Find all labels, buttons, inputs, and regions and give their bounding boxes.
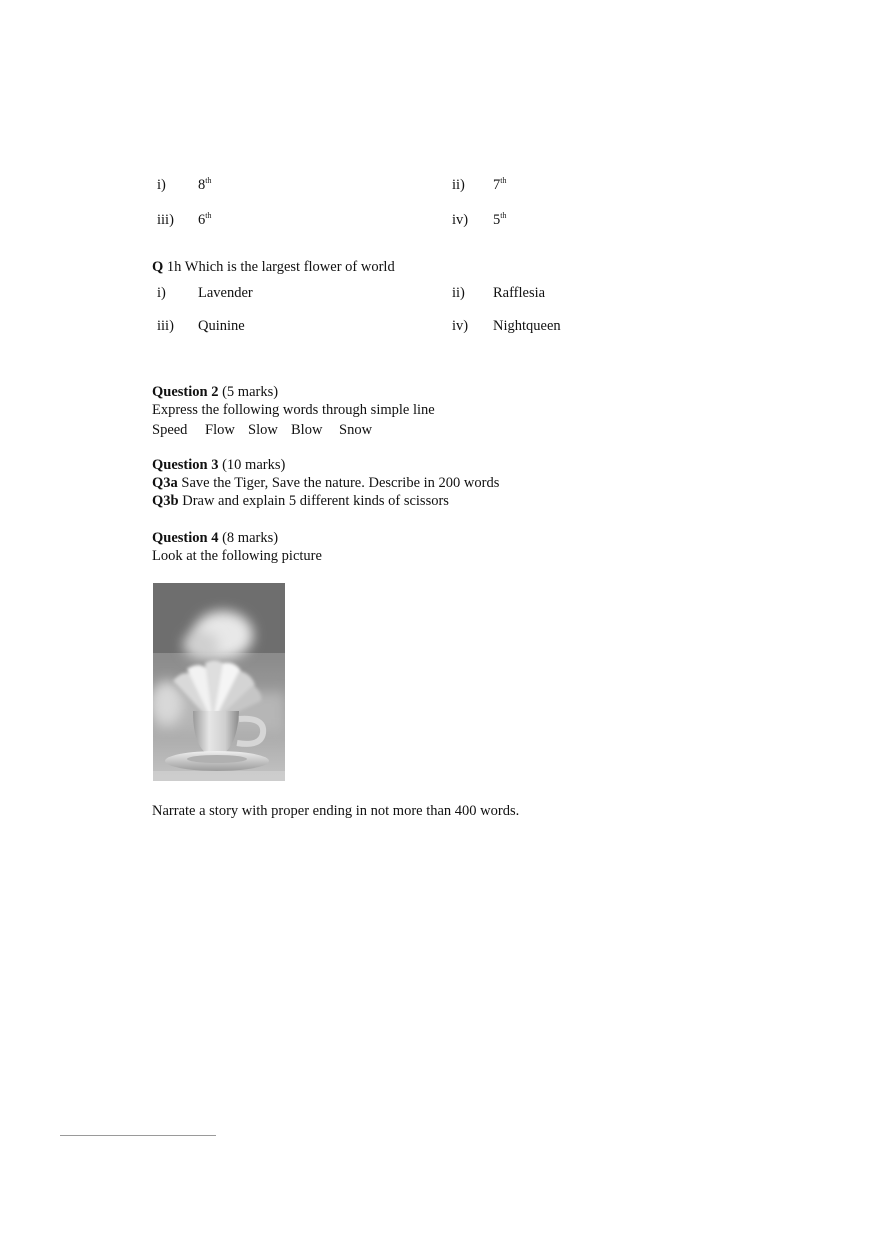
- q4-narrate-instruction: Narrate a story with proper ending in not more than 400 words.: [152, 803, 520, 819]
- q1h-option-value-1: Lavender: [198, 285, 253, 301]
- q1g-option-suffix-4: th: [500, 211, 507, 220]
- q3b-line: [152, 492, 449, 510]
- q1g-option-label-1: i): [157, 177, 166, 193]
- q1g-option-number-3: 6: [198, 212, 206, 228]
- q1g-option-value-4: [493, 211, 506, 229]
- q1h-option-label-1: i): [157, 285, 166, 301]
- q4-marks: (8 marks): [218, 530, 279, 546]
- q1h-option-value-3: Quinine: [198, 318, 245, 334]
- teacup-napkin-illustration: [153, 583, 285, 781]
- q2-word-5: Snow: [339, 422, 373, 438]
- q1g-option-value-3: [198, 211, 211, 229]
- q2-marks: (5 marks): [218, 384, 279, 400]
- q1g-option-value-2: [493, 176, 506, 194]
- q1h-option-value-4: Nightqueen: [493, 318, 561, 334]
- q2-instruction: Express the following words through simple line: [152, 402, 435, 418]
- q1g-option-label-4: iv): [452, 212, 469, 228]
- q4-heading: [152, 529, 278, 547]
- q1h-option-label-2: ii): [452, 285, 465, 301]
- q2-word-2: Flow: [205, 422, 235, 438]
- q1g-option-label-3: iii): [157, 212, 174, 228]
- q3a-label: Q3a: [152, 475, 178, 491]
- q1g-option-suffix-1: th: [205, 176, 212, 185]
- q1h-question: [152, 258, 395, 276]
- q1g-option-value-1: [198, 176, 211, 194]
- q1h-option-label-3: iii): [157, 318, 174, 334]
- q3-marks: (10 marks): [218, 457, 286, 473]
- q2-word-3: Slow: [248, 422, 278, 438]
- q1g-option-number-1: 8: [198, 177, 206, 193]
- q1g-option-suffix-3: th: [205, 211, 212, 220]
- q4-title: Question 4: [152, 530, 219, 546]
- q3-title: Question 3: [152, 457, 219, 473]
- q1g-option-number-4: 5: [493, 212, 501, 228]
- q3b-text: Draw and explain 5 different kinds of scissors: [178, 493, 449, 509]
- q1h-option-value-2: Rafflesia: [493, 285, 546, 301]
- q2-heading: [152, 383, 278, 401]
- q3b-label: Q3b: [152, 493, 179, 509]
- q2-word-1: Speed: [152, 422, 188, 438]
- q1h-text: 1h Which is the largest flower of world: [163, 259, 395, 275]
- q2-word-4: Blow: [291, 422, 323, 438]
- q2-title: Question 2: [152, 384, 219, 400]
- teacup-napkin-photo: [153, 583, 285, 781]
- q1g-option-number-2: 7: [493, 177, 501, 193]
- q4-instruction: Look at the following picture: [152, 548, 322, 564]
- q1h-option-label-4: iv): [452, 318, 469, 334]
- q3-heading: [152, 456, 285, 474]
- q3a-text: Save the Tiger, Save the nature. Describe in 200 words: [177, 475, 500, 491]
- q3a-line: [152, 474, 499, 492]
- q1h-prefix: Q: [152, 259, 164, 275]
- q1g-option-suffix-2: th: [500, 176, 507, 185]
- footnote-separator: [60, 1135, 216, 1136]
- q1g-option-label-2: ii): [452, 177, 465, 193]
